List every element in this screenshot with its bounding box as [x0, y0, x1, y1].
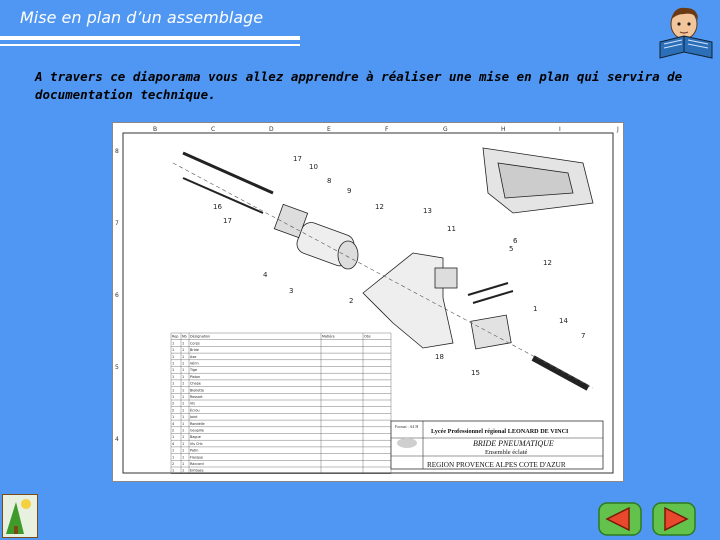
next-slide-button[interactable] [652, 502, 696, 536]
callout-number: 12 [543, 259, 552, 267]
parts-cell: 1 [182, 381, 185, 386]
prev-arrow-icon [598, 502, 642, 536]
callout-number: 12 [375, 203, 384, 211]
cartouche-subtitle: Ensemble éclaté [485, 449, 528, 456]
callout-number: 2 [349, 297, 354, 305]
parts-cell: 1 [172, 435, 175, 440]
border-number: 5 [115, 364, 119, 371]
parts-cell: 1 [182, 361, 185, 366]
border-letter: H [501, 126, 506, 133]
parts-cell: 1 [182, 435, 185, 440]
border-letter: J [617, 126, 619, 133]
callout-number: 17 [223, 217, 232, 225]
cartouche-product: BRIDE PNEUMATIQUE [473, 439, 554, 448]
border-number: 6 [115, 292, 119, 299]
parts-cell: Ressort [190, 395, 203, 399]
tree-logo-icon [2, 494, 38, 538]
parts-cell: 4 [172, 421, 175, 426]
parts-cell: 1 [182, 374, 185, 379]
parts-header-cell: Obs [364, 334, 371, 339]
border-letter: F [385, 126, 389, 133]
border-letter: B [153, 126, 158, 133]
parts-cell: 1 [172, 468, 175, 473]
parts-cell: Biellette [190, 388, 205, 393]
border-letter: G [443, 126, 448, 133]
previous-slide-button[interactable] [598, 502, 642, 536]
callout-number: 10 [309, 163, 318, 171]
parts-cell: 1 [172, 354, 175, 359]
parts-cell: Axe [190, 354, 197, 359]
parts-header-cell: Rep [172, 334, 179, 339]
callout-number: 17 [293, 155, 302, 163]
parts-cell: Chape [190, 381, 201, 386]
title-underline-thin [0, 44, 300, 46]
parts-cell: Écrou [190, 408, 200, 413]
callout-number: 8 [327, 177, 332, 185]
parts-cell: 1 [182, 348, 185, 353]
parts-cell: 1 [182, 468, 185, 473]
parts-cell: 1 [172, 395, 175, 399]
exploded-view [183, 148, 593, 388]
parts-cell: 1 [172, 381, 175, 386]
title-underline [0, 36, 300, 40]
callout-number: 6 [513, 237, 518, 245]
assembly-drawing [112, 122, 624, 482]
callout-number: 11 [447, 225, 456, 233]
parts-cell: 1 [172, 374, 175, 379]
parts-cell: Bride [190, 348, 199, 353]
parts-cell: 1 [172, 361, 175, 366]
callout-number: 15 [471, 369, 480, 377]
parts-cell: 2 [172, 401, 175, 406]
border-number: 7 [115, 220, 119, 227]
border-letter: I [559, 126, 561, 133]
parts-cell: 1 [172, 348, 175, 353]
parts-cell: 2 [172, 408, 175, 413]
parts-cell: Embase [190, 468, 204, 473]
parts-cell: 4 [172, 441, 175, 446]
parts-cell: Goupille [190, 428, 204, 433]
callout-number: 9 [347, 187, 352, 195]
parts-cell: 1 [182, 388, 185, 393]
parts-header-cell: Nb [182, 334, 187, 339]
cartouche-format: Format : A4 H [395, 424, 419, 429]
cartouche-school: Lycée Professionnel régional LEONARD DE VINCI [431, 428, 569, 435]
callout-number: 5 [509, 245, 514, 253]
parts-cell: 1 [182, 395, 185, 399]
parts-cell: Vis CHc [190, 441, 203, 446]
callout-number: 14 [559, 317, 568, 325]
callout-number: 1 [533, 305, 538, 313]
parts-cell: 1 [182, 341, 185, 346]
parts-cell: Rondelle [190, 421, 205, 426]
parts-cell: 1 [182, 415, 185, 420]
border-letter: C [211, 126, 216, 133]
parts-cell: Vérin [190, 361, 199, 366]
intro-paragraph: A travers ce diaporama vous allez apprendre à réaliser une mise en plan qui servira de documentation technique. [35, 69, 683, 102]
parts-cell: Joint [190, 415, 198, 420]
parts-cell: Piston [190, 374, 201, 379]
parts-header-cell: Matière [322, 334, 335, 339]
slide-title: Mise en plan d’un assemblage [20, 8, 264, 27]
parts-cell: 1 [172, 455, 175, 460]
parts-cell: 1 [182, 462, 185, 466]
parts-cell: 2 [172, 428, 175, 433]
parts-cell: Flasque [190, 455, 204, 460]
parts-cell: 1 [182, 428, 185, 433]
border-letter: D [269, 126, 274, 133]
parts-cell: 1 [182, 441, 185, 446]
parts-cell: 1 [172, 368, 175, 373]
parts-cell: 2 [172, 462, 175, 466]
parts-cell: 1 [172, 388, 175, 393]
callout-number: 3 [289, 287, 294, 295]
parts-cell: Bague [190, 435, 201, 440]
callout-number: 13 [423, 207, 432, 215]
parts-cell: Raccord [190, 462, 204, 466]
callout-number: 4 [263, 271, 268, 279]
parts-cell: 1 [182, 368, 185, 373]
callout-number: 7 [581, 332, 586, 340]
callout-number: 16 [213, 203, 222, 211]
parts-cell: 1 [182, 448, 185, 453]
parts-cell: Corps [190, 341, 200, 346]
parts-cell: Patin [190, 448, 199, 453]
reader-icon [654, 2, 720, 62]
border-number: 4 [115, 436, 119, 443]
next-arrow-icon [652, 502, 696, 536]
parts-cell: 1 [172, 415, 175, 420]
parts-cell: Vis [190, 401, 195, 406]
border-number: 8 [115, 148, 119, 155]
parts-header-cell: Désignation [190, 334, 211, 339]
callout-number: 18 [435, 353, 444, 361]
parts-cell: Tige [190, 368, 198, 373]
parts-cell: 1 [182, 455, 185, 460]
parts-cell: 1 [172, 341, 175, 346]
parts-cell: 1 [172, 448, 175, 453]
parts-cell: 1 [182, 354, 185, 359]
cartouche-region: REGION PROVENCE ALPES COTE D'AZUR [427, 461, 566, 469]
parts-cell: 1 [182, 408, 185, 413]
parts-cell: 1 [182, 401, 185, 406]
parts-cell: 1 [182, 421, 185, 426]
border-letter: E [327, 126, 331, 133]
